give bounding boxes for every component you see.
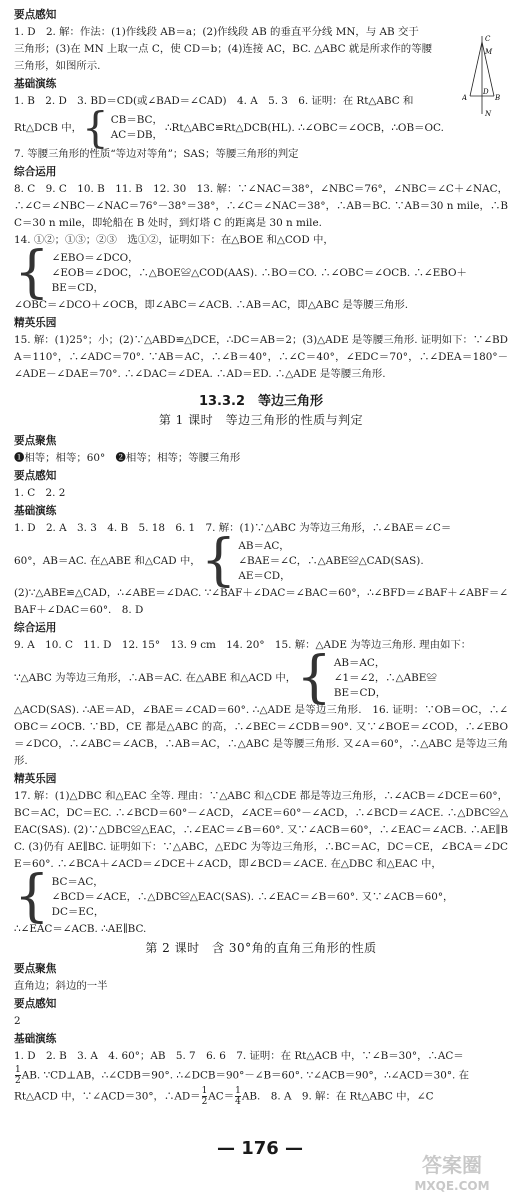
fraction-one-half: $\frac{1}{2}$ <box>201 1086 208 1107</box>
answer-text: 8. C 9. C 10. B 11. B 12. 30 13. 解：∵∠NAC＝38°，∠NBC＝76°，∠NBC＝∠C＋∠NAC，∴∠C＝∠NBC－∠NAC＝76°－38°＝38°，∴∠C＝∠NAC＝38°，∴AB＝BC. ∵AB＝30 n mile，∴BC＝30 n mile，即轮船在 B 处时，到灯塔 C 的距离是 30 n mile. <box>14 183 508 229</box>
left-brace: { <box>14 864 50 929</box>
answer-text: △ACD(SAS). ∴AE＝AD，∠BAE＝∠CAD＝60°. ∴△ADE 是等边三角形. 16. 证明：∵OB＝OC，∴∠OBC＝∠OCB. ∵BD，CE 都是△ABC 的高，∴∠BEC＝∠CDB＝90°. 又∵∠BOE＝∠COD，∴∠EBO＝∠DCO，∴∠ABC＝∠ACB，∴AB＝AC，∴△ABC 是等腰三角形. 又∠A＝60°，∴△ABC 是等边三角形. <box>14 704 508 767</box>
left-brace: { <box>200 528 237 593</box>
section-title: 13.3.2 等边三角形 <box>198 394 324 409</box>
answer-text: 1. D 2. 解：作法：(1)作线段 AB＝a；(2)作线段 AB 的垂直平分线 MN，与 AB 交于 <box>14 26 419 38</box>
answer-text: 直角边；斜边的一半 <box>14 980 108 992</box>
condition-stack <box>52 251 467 296</box>
answer-text: 三角形；(3)在 MN 上取一点 C，使 CD＝b；(4)连接 AC，BC. △ABC 就是所求作的等腰 <box>14 43 432 55</box>
answer-text <box>14 1086 508 1107</box>
condition: ∠1＝∠2，∴△ABE≌ <box>333 671 437 684</box>
answer-text: Rt△DCB 中， <box>14 121 82 134</box>
answer-text: 1. D 2. B 3. A 4. 60°；AB 5. 7 6. 6 7. 证明：在 Rt△ACB 中，∵∠B＝30°，∴AC＝ <box>14 1050 464 1062</box>
watermark-url: MXQE.COM <box>414 1179 490 1193</box>
heading-key-focus: 要点聚焦 <box>14 435 57 447</box>
condition: AB＝AC， <box>333 656 386 669</box>
heading-elite: 精英乐园 <box>14 317 57 329</box>
condition: BE＝CD， <box>333 686 387 699</box>
heading-basic-practice: 基础演练 <box>14 1033 57 1045</box>
heading-basic-practice: 基础演练 <box>14 78 57 90</box>
answer-text: 三角形，如图所示. <box>14 60 101 72</box>
answer-text: ∴∠EAC＝∠ACB. ∴AE∥BC. <box>14 923 147 935</box>
answer-text: 15. 解：(1)25°；小；(2)∵△ABD≌△DCE，∴DC＝AB＝2；(3)△ADE 是等腰三角形. 证明如下：∵∠BDA＝110°，∴∠ADC＝70°. ∵AB＝AC，∴∠B＝40°，∴∠C＝40°，∠EDC＝70°，∴∠DEA＝180°－∠ADE－∠DAE＝70°. ∴∠DAC＝∠DEA. ∴AD＝ED. ∴△ADE 是等腰三角形. <box>14 334 508 380</box>
answer-text: ∴Rt△ABC≌Rt△DCB(HL). ∴∠OBC＝∠OCB，∴OB＝OC. <box>164 121 444 134</box>
answer-text: AC＝ <box>208 1090 235 1103</box>
condition: ∠BAE＝∠C，∴△ABE≌△CAD(SAS). <box>238 554 424 567</box>
watermark-logo <box>392 1150 512 1194</box>
condition-stack <box>111 113 163 143</box>
left-brace: { <box>82 103 109 152</box>
lesson-title: 第 2 课时 含 30°角的直角三角形的性质 <box>145 941 377 955</box>
answer-text: 60°，AB＝AC. 在△ABE 和△CAD 中， <box>14 554 201 567</box>
heading-key-points: 要点感知 <box>14 9 57 21</box>
answer-text: ∠OBC＝∠DCO＋∠OCB，即∠ABC＝∠ACB. ∴AB＝AC，即△ABC 是等腰三角形. <box>14 299 409 311</box>
answer-text: 7. 等腰三角形的性质“等边对等角”；SAS；等腰三角形的判定 <box>14 148 299 160</box>
condition: CB＝BC， <box>110 114 163 126</box>
answer-page <box>14 6 508 1107</box>
label-a: A <box>462 94 468 102</box>
page-number: — 176 — <box>216 1138 304 1159</box>
condition: AE＝CD， <box>238 569 291 582</box>
heading-basic-practice: 基础演练 <box>14 505 57 517</box>
answer-text: ∵△ABC 为等边三角形，∴AB＝AC. 在△ABE 和△ACD 中， <box>14 671 297 684</box>
condition: DC＝EC， <box>51 905 105 918</box>
answer-text <box>14 1065 508 1086</box>
fraction-one-half: $\frac{1}{2}$ <box>15 1065 21 1086</box>
condition: ∠BCD＝∠ACE，∴△DBC≌△EAC(SAS). ∴∠EAC＝∠B＝60°. 又∵∠ACB＝60°， <box>51 890 454 903</box>
heading-comprehensive: 综合运用 <box>14 622 57 634</box>
label-b: B <box>495 94 501 102</box>
condition: ∠EBO＝∠DCO， <box>51 251 139 264</box>
condition: AC＝DB， <box>110 129 163 141</box>
heading-comprehensive: 综合运用 <box>14 166 57 178</box>
answer-text: 14. ①②；①③；②③ 选①②，证明如下：在△BOE 和△COD 中， <box>14 234 334 246</box>
proof-system <box>14 103 508 152</box>
answer-text: ❶相等；相等；60° ❷相等；相等；等腰三角形 <box>14 452 241 464</box>
heading-key-points: 要点感知 <box>14 998 57 1010</box>
condition: AB＝AC， <box>238 539 290 552</box>
label-m: M <box>485 48 493 56</box>
label-d: D <box>483 88 489 96</box>
fraction-one-quarter: $\frac{1}{4}$ <box>235 1086 241 1107</box>
condition-stack <box>238 539 423 584</box>
heading-key-points: 要点感知 <box>14 470 57 482</box>
heading-key-focus: 要点聚焦 <box>14 963 57 975</box>
watermark-text: 答案圈 <box>422 1153 482 1177</box>
answer-text: 9. A 10. C 11. D 12. 15° 13. 9 cm 14. 20° 15. 解：△ADE 为等边三角形. 理由如下： <box>14 639 472 651</box>
heading-elite: 精英乐园 <box>14 773 57 785</box>
condition: BC＝AC， <box>51 875 104 888</box>
isosceles-triangle-figure <box>462 32 502 118</box>
answer-text: AB. 8. A 9. 解：在 Rt△ABC 中，∠C <box>241 1090 434 1103</box>
lesson-title: 第 1 课时 等边三角形的性质与判定 <box>158 413 364 427</box>
answer-text: 1. B 2. D 3. BD＝CD(或∠BAD＝∠CAD) 4. A 5. 3 6. 证明：在 Rt△ABC 和 <box>14 95 414 107</box>
condition: BE＝CD， <box>51 281 104 294</box>
label-n: N <box>485 110 492 118</box>
condition: ∠EOB＝∠DOC，∴△BOE≌△COD(AAS). ∴BO＝CO. ∴∠OBC＝∠OCB. ∴∠EBO＋ <box>51 266 467 279</box>
answer-text: 17. 解：(1)△DBC 和△EAC 全等. 理由：∵△ABC 和△CDE 都是等边三角形，∴∠ACB＝∠DCE＝60°，BC＝AC，DC＝EC. ∴∠BCD＝60°－∠ACD，∠ACE＝60°－∠ACD，∴∠BCD＝∠ACE. ∴△DBC≌△EAC(SAS). (2)∵△DBC≌△EAC，∴∠EAC＝∠B＝60°. 又∵∠ACB＝60°，∴∠EAC＝∠ACB. ∴AE∥BC. (3)仍有 AE∥BC. 证明如下：∵△ABC，△EDC 为等边三角形，∴BC＝AC，DC＝CE，∠BCA＝∠DCE＝60°. ∴∠BCA＋∠ACD＝∠DCE＋∠ACD，即∠BCD＝∠ACE. 在△DBC 和△EAC 中， <box>14 790 508 870</box>
answer-text: 2 <box>14 1015 21 1027</box>
answer-text: AB. ∵CD⊥AB，∴∠CDB＝90°. ∴∠DCB＝90°－∠B＝60°. ∵∠ACB＝90°，∴∠ACD＝30°. 在 <box>21 1069 470 1082</box>
answer-text: Rt△ACD 中，∵∠ACD＝30°，∴AD＝ <box>14 1090 201 1103</box>
condition-stack <box>52 875 454 920</box>
answer-text: (2)∵△ABE≌△CAD，∴∠ABE＝∠DAC. ∵∠BAF＋∠DAC＝∠BAC＝60°，∴∠BFD＝∠BAF＋∠ABF＝∠BAF＋∠DAC＝60°. 8. D <box>14 587 508 616</box>
left-brace: { <box>296 645 332 710</box>
answer-text: 1. D 2. A 3. 3 4. B 5. 18 6. 1 7. 解：(1)∵△ABC 为等边三角形，∴∠BAE＝∠C＝ <box>14 522 452 534</box>
left-brace: { <box>14 240 50 305</box>
label-c: C <box>485 35 491 43</box>
condition-stack <box>334 656 437 701</box>
answer-text: 1. C 2. 2 <box>14 487 66 499</box>
